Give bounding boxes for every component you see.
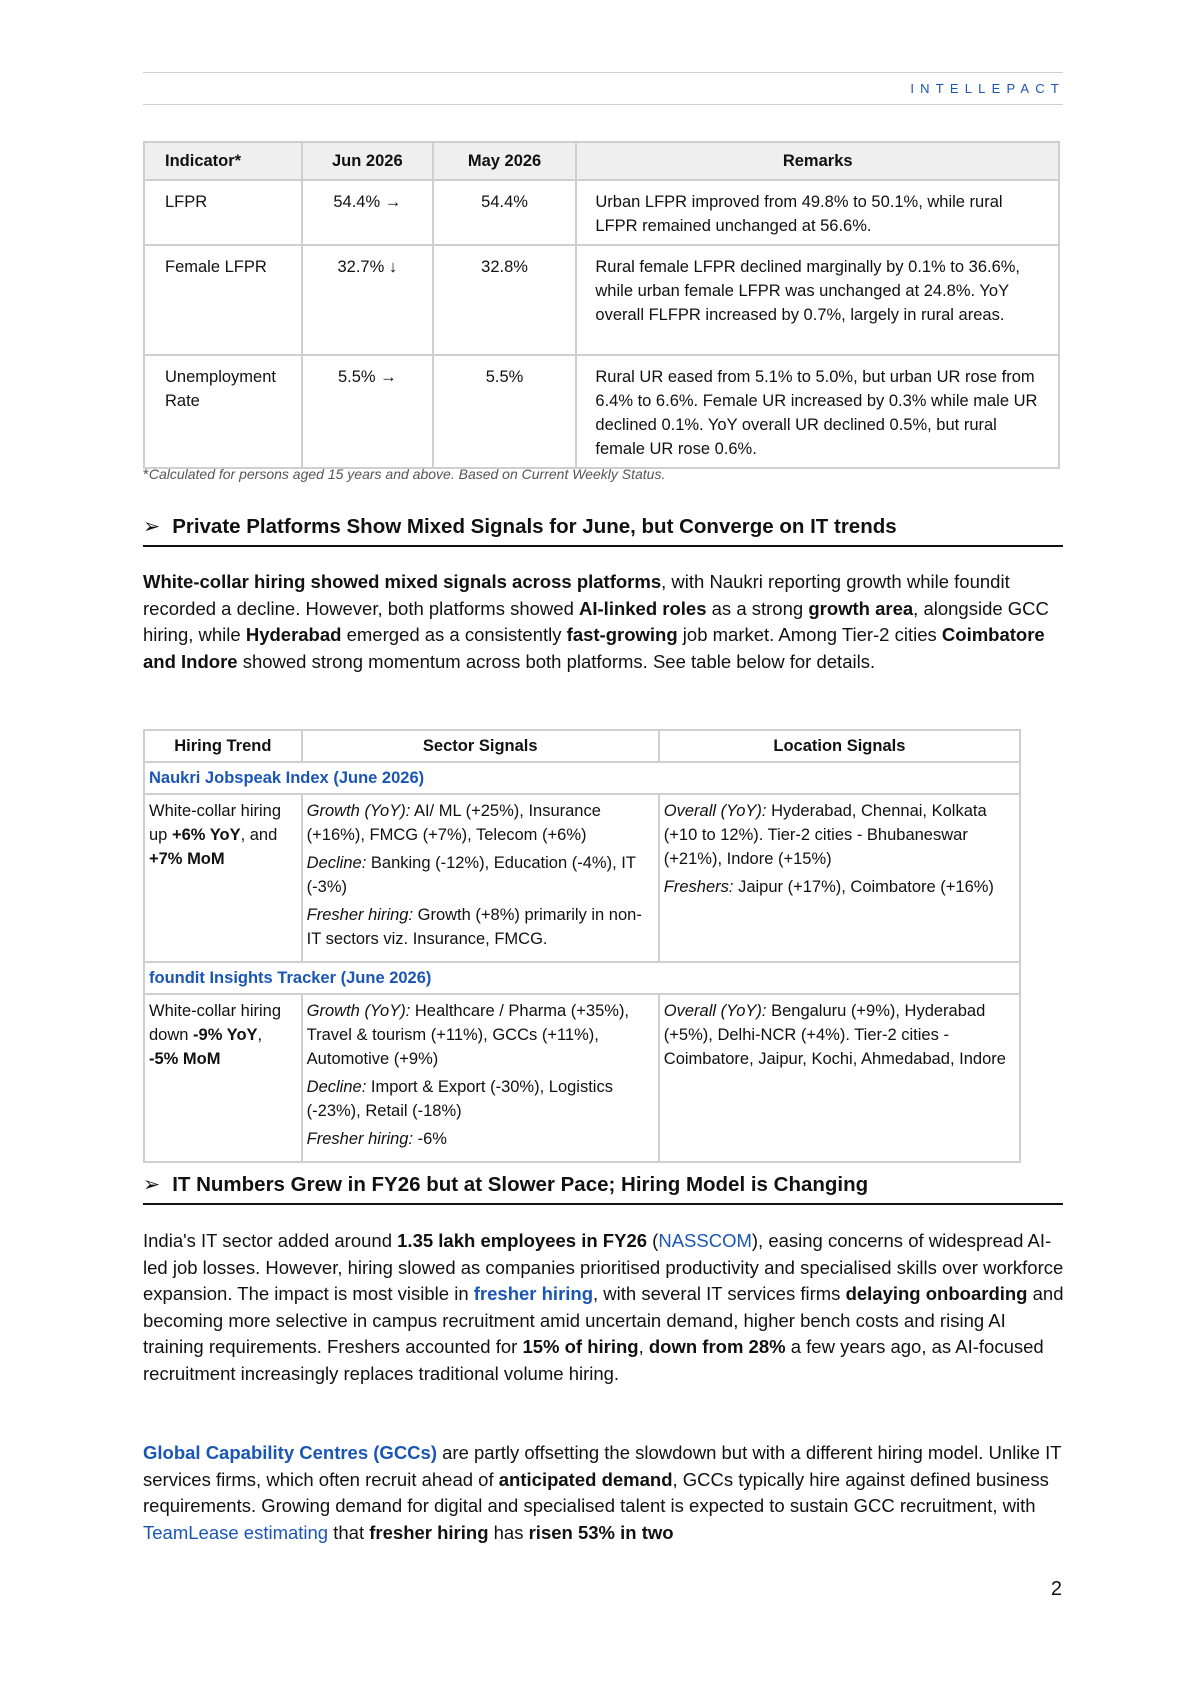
may-value-cell: 5.5% bbox=[433, 355, 577, 468]
text: Banking (-12%), Education (-4%), IT (-3%) bbox=[306, 854, 636, 896]
bold-text: fast-growing bbox=[566, 624, 678, 646]
text: Bengaluru (+9%), Hyderabad (+5%), Delhi-NCR (+4%). Tier-2 cities - Coimbatore, Jaipur, Kochi, Ahmedabad, Indore bbox=[663, 1002, 1006, 1068]
column-header: Remarks bbox=[576, 142, 1059, 180]
decline-block bbox=[307, 1075, 654, 1123]
indicator-cell: Female LFPR bbox=[144, 245, 302, 355]
text: a few years ago, as AI-focused recruitment increasingly replaces traditional volume hiring. bbox=[143, 1336, 1044, 1384]
paragraph-it-sector bbox=[143, 1228, 1068, 1388]
text: showed strong momentum across both platforms. See table below for details. bbox=[237, 650, 876, 672]
hiring-trend-cell bbox=[144, 994, 302, 1162]
text: White-collar hiring down bbox=[149, 1002, 282, 1044]
bold-text: AI-linked roles bbox=[579, 597, 707, 619]
text: job market. Among Tier-2 cities bbox=[677, 624, 942, 646]
bold-text: risen 53% in two bbox=[528, 1521, 674, 1543]
table-row bbox=[144, 994, 1020, 1162]
indicator-cell: LFPR bbox=[144, 180, 302, 245]
header-rule-top bbox=[143, 72, 1063, 73]
growth-block bbox=[307, 999, 654, 1071]
text: Growth (+8%) primarily in non-IT sectors viz. Insurance, FMCG. bbox=[306, 906, 642, 948]
fresher-block bbox=[307, 903, 654, 951]
label: Decline: bbox=[306, 1078, 367, 1096]
jun-value-cell: 32.7% ↓ bbox=[302, 245, 433, 355]
teamlease-link[interactable]: TeamLease estimating bbox=[143, 1521, 329, 1543]
growth-block bbox=[307, 799, 654, 847]
bold-text: -9% YoY bbox=[193, 1026, 258, 1044]
overall-block bbox=[664, 999, 1015, 1071]
footnote-text: Calculated for persons aged 15 years and above. Based on Current Weekly Status. bbox=[148, 466, 666, 482]
text: -6% bbox=[413, 1130, 447, 1148]
jun-value-cell: 54.4% → bbox=[302, 180, 433, 245]
label: Overall (YoY): bbox=[663, 1002, 767, 1020]
section-heading-it-numbers bbox=[143, 1172, 1063, 1205]
text: , and bbox=[240, 826, 278, 844]
column-header: Hiring Trend bbox=[144, 730, 302, 762]
overall-block bbox=[664, 799, 1015, 871]
labour-indicators-table bbox=[143, 141, 1060, 469]
remarks-cell: Urban LFPR improved from 49.8% to 50.1%, while rural LFPR remained unchanged at 56.6%. bbox=[576, 180, 1059, 245]
column-header: May 2026 bbox=[433, 142, 577, 180]
text: Import & Export (-30%), Logistics (-23%), Retail (-18%) bbox=[306, 1078, 613, 1120]
may-value-cell: 54.4% bbox=[433, 180, 577, 245]
bold-text: anticipated demand bbox=[498, 1468, 673, 1490]
header-rule-bottom bbox=[143, 104, 1063, 105]
arrow-bullet-icon: ➢ bbox=[143, 515, 161, 538]
bold-text: +6% YoY bbox=[171, 826, 241, 844]
column-header: Location Signals bbox=[659, 730, 1020, 762]
hiring-signals-table bbox=[143, 729, 1021, 1163]
table-footnote bbox=[143, 466, 665, 483]
text: ), easing concerns of widespread AI-led job losses. However, hiring slowed as companies prioritised productivity and specialised skills over workforce expansion. The impact is most visible in bbox=[143, 1230, 1064, 1305]
fresher-hiring-link[interactable]: fresher hiring bbox=[473, 1283, 594, 1305]
label: Growth (YoY): bbox=[306, 1002, 411, 1020]
arrow-bullet-icon: ➢ bbox=[143, 1173, 161, 1196]
text: are partly offsetting the slowdown but with a different hiring model. Unlike IT services firms, which often recruit ahead of bbox=[143, 1442, 1062, 1490]
table-header-row bbox=[144, 730, 1020, 762]
column-header: Sector Signals bbox=[302, 730, 659, 762]
section-title: Private Platforms Show Mixed Signals for June, but Converge on IT trends bbox=[172, 515, 897, 538]
hiring-trend-cell bbox=[144, 794, 302, 962]
paragraph-gcc bbox=[143, 1440, 1068, 1546]
remarks-cell: Rural female LFPR declined marginally by 0.1% to 36.6%, while urban female LFPR was unchanged at 24.8%. YoY overall FLFPR increased by 0.7%, largely in rural areas. bbox=[576, 245, 1059, 355]
bold-text: down from 28% bbox=[648, 1336, 786, 1358]
text: has bbox=[488, 1521, 529, 1543]
label: Freshers: bbox=[663, 878, 734, 896]
text: as a strong bbox=[706, 597, 809, 619]
location-signals-cell bbox=[659, 794, 1020, 962]
text: AI/ ML (+25%), Insurance (+16%), FMCG (+7%), Telecom (+6%) bbox=[306, 802, 601, 844]
text: that bbox=[328, 1521, 370, 1543]
brand-label: INTELLEPACT bbox=[910, 81, 1065, 96]
section-heading-private-platforms bbox=[143, 514, 1063, 547]
text: White-collar hiring up bbox=[149, 802, 282, 844]
text: Hyderabad, Chennai, Kolkata (+10 to 12%). Tier-2 cities - Bhubaneswar (+21%), Indore (+15%) bbox=[663, 802, 987, 868]
bold-text: 15% of hiring bbox=[522, 1336, 639, 1358]
paragraph-platform-signals bbox=[143, 569, 1068, 675]
remarks-cell: Rural UR eased from 5.1% to 5.0%, but urban UR rose from 6.4% to 6.6%. Female UR increased by 0.3% while male UR declined 0.1%. YoY overall UR declined 0.5%, but rural female UR rose 0.6%. bbox=[576, 355, 1059, 468]
source-row bbox=[144, 962, 1020, 994]
source-foundit: foundit Insights Tracker (June 2026) bbox=[144, 962, 1020, 994]
text: Jaipur (+17%), Coimbatore (+16%) bbox=[733, 878, 994, 896]
bold-text: White-collar hiring showed mixed signals across platforms bbox=[143, 571, 662, 592]
section-title: IT Numbers Grew in FY26 but at Slower Pace; Hiring Model is Changing bbox=[172, 1173, 869, 1196]
sector-signals-cell bbox=[302, 794, 659, 962]
label: Fresher hiring: bbox=[306, 906, 414, 924]
table-row bbox=[144, 355, 1059, 468]
footnote-star: * bbox=[143, 466, 149, 483]
sector-signals-cell bbox=[302, 994, 659, 1162]
text: , bbox=[257, 1026, 263, 1044]
fresher-block bbox=[307, 1127, 654, 1151]
bold-text: growth area bbox=[808, 597, 914, 619]
text: emerged as a consistently bbox=[341, 624, 567, 646]
text: , bbox=[638, 1336, 649, 1358]
text: ( bbox=[647, 1230, 659, 1251]
bold-text: Hyderabad bbox=[245, 624, 342, 646]
label: Decline: bbox=[306, 854, 367, 872]
text: , GCCs typically hire against defined business requirements. Growing demand for digital and specialised talent is expected to sustain GCC recruitment, with bbox=[143, 1468, 1049, 1517]
bold-text: fresher hiring bbox=[369, 1521, 489, 1543]
freshers-block bbox=[664, 875, 1015, 899]
bold-text: Coimbatore and Indore bbox=[143, 624, 1045, 672]
label: Fresher hiring: bbox=[306, 1130, 414, 1148]
bold-text: 1.35 lakh employees in FY26 bbox=[397, 1230, 648, 1251]
table-row bbox=[144, 245, 1059, 355]
indicator-cell: Unemployment Rate bbox=[144, 355, 302, 468]
text: Healthcare / Pharma (+35%), Travel & tourism (+11%), GCCs (+11%), Automotive (+9%) bbox=[306, 1002, 630, 1068]
jun-value-cell: 5.5% → bbox=[302, 355, 433, 468]
text: , with Naukri reporting growth while foundit recorded a decline. However, both platforms showed bbox=[143, 571, 1010, 619]
page-number: 2 bbox=[1050, 1578, 1062, 1600]
location-signals-cell bbox=[659, 994, 1020, 1162]
bold-text: delaying onboarding bbox=[845, 1283, 1028, 1305]
label: Overall (YoY): bbox=[663, 802, 767, 820]
text: and becoming more selective in campus recruitment amid uncertain demand, higher bench costs and rising AI training requirements. Freshers accounted for bbox=[143, 1283, 1064, 1358]
nasscom-link[interactable]: NASSCOM bbox=[658, 1230, 752, 1251]
table-row bbox=[144, 794, 1020, 962]
source-naukri: Naukri Jobspeak Index (June 2026) bbox=[144, 762, 1020, 794]
table-header-row bbox=[144, 142, 1059, 180]
label: Growth (YoY): bbox=[306, 802, 411, 820]
table-row bbox=[144, 180, 1059, 245]
column-header: Jun 2026 bbox=[302, 142, 433, 180]
text: , with several IT services firms bbox=[593, 1283, 846, 1305]
text: India's IT sector added around bbox=[143, 1230, 398, 1251]
bold-text: +7% MoM bbox=[149, 850, 225, 868]
may-value-cell: 32.8% bbox=[433, 245, 577, 355]
text: , alongside GCC hiring, while bbox=[143, 597, 1049, 646]
column-header: Indicator* bbox=[144, 142, 302, 180]
bold-text: -5% MoM bbox=[149, 1050, 221, 1068]
gcc-link[interactable]: Global Capability Centres (GCCs) bbox=[143, 1442, 437, 1463]
decline-block bbox=[307, 851, 654, 899]
source-row bbox=[144, 762, 1020, 794]
